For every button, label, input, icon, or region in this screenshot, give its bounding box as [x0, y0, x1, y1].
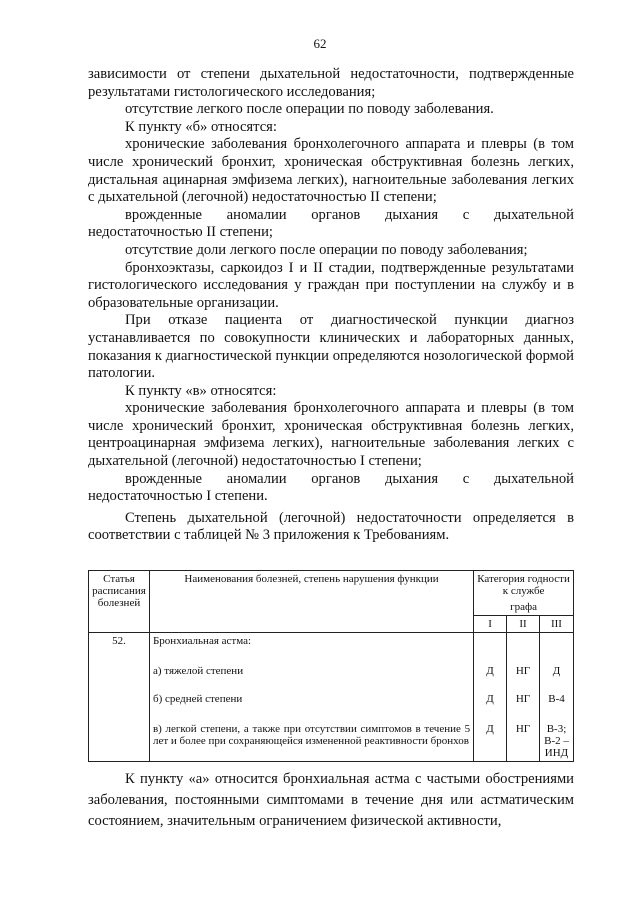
paragraph: бронхоэктазы, саркоидоз I и II стадии, подтвержденные результатами гистологического исследования у граждан при поступлении на службу и в образовательные организации.: [88, 259, 574, 311]
paragraph: Степень дыхательной (легочной) недостаточности определяется в соответствии с таблицей № 3 приложения к Требованиям.: [88, 509, 574, 544]
row-g2: НГ: [507, 663, 540, 691]
body-text: [88, 66, 574, 545]
paragraph: К пункту «а» относится бронхиальная астма с частыми обострениями заболевания, постоянными симптомами в течение дня или астматическим состоянием, значительным ограничением физической активности,: [88, 771, 574, 829]
paragraph: хронические заболевания бронхолегочного аппарата и плевры (в том числе хронический бронхит, хроническая обструктивная болезнь легких, дистальная ацинарная эмфизема легких), нагноительные заболевания легких с дыхательной (легочной) недостаточностью II степени;: [88, 136, 574, 206]
table-header-row: [89, 571, 574, 600]
header-disease: Наименования болезней, степень нарушения функции: [149, 571, 473, 633]
tail-text: [88, 769, 574, 832]
paragraph: хронические заболевания бронхолегочного аппарата и плевры (в том числе хронический бронхит, хроническая обструктивная болезнь легких, центроацинарная эмфизема легких), нагноительные заболевания легких с дыхательной (легочной) недостаточностью I степени;: [88, 400, 574, 470]
paragraph: При отказе пациента от диагностической пункции диагноз устанавливается по совокупности клинических и лабораторных данных, показания к диагностической пункции определяются нозологической формой патологии.: [88, 312, 574, 382]
row-label: а) тяжелой степени: [149, 663, 473, 691]
header-graph-2: II: [507, 616, 540, 633]
row-label: в) легкой степени, а также при отсутствии симптомов в течение 5 лет и более при сохраняющейся измененной реактивности бронхов: [149, 721, 473, 762]
paragraph: К пункту «б» относятся:: [125, 118, 277, 135]
header-graph-1: I: [474, 616, 507, 633]
paragraph: К пункту «в» относятся:: [125, 382, 277, 399]
row-g1: Д: [474, 691, 507, 721]
header-category: Категория годности к службе: [474, 571, 574, 600]
paragraph: врожденные аномалии органов дыхания с дыхательной недостаточностью II степени;: [88, 206, 574, 241]
article-number: 52.: [89, 633, 150, 762]
row-g1: Д: [474, 663, 507, 691]
fitness-category-table: [88, 570, 574, 762]
row-g2: НГ: [507, 721, 540, 762]
paragraph: отсутствие легкого после операции по поводу заболевания.: [125, 101, 494, 118]
header-graph: графа: [474, 599, 574, 616]
row-g3: Д: [539, 663, 573, 691]
paragraph: зависимости от степени дыхательной недостаточности, подтвержденные результатами гистологического исследования;: [88, 66, 574, 100]
paragraph: врожденные аномалии органов дыхания с дыхательной недостаточностью I степени.: [88, 470, 574, 505]
disease-name: Бронхиальная астма:: [149, 633, 473, 664]
row-g2: НГ: [507, 691, 540, 721]
row-g3: В-3; В-2 – ИНД: [539, 721, 573, 762]
table-row: [89, 663, 574, 691]
row-g3: В-4: [539, 691, 573, 721]
header-graph-3: III: [539, 616, 573, 633]
page-number: 62: [313, 36, 327, 51]
header-article: Статья расписания болезней: [89, 571, 150, 633]
table-row: [89, 633, 574, 664]
table-row: [89, 721, 574, 762]
table-row: [89, 691, 574, 721]
paragraph: отсутствие доли легкого после операции по поводу заболевания;: [125, 241, 528, 258]
row-label: б) средней степени: [149, 691, 473, 721]
row-g1: Д: [474, 721, 507, 762]
